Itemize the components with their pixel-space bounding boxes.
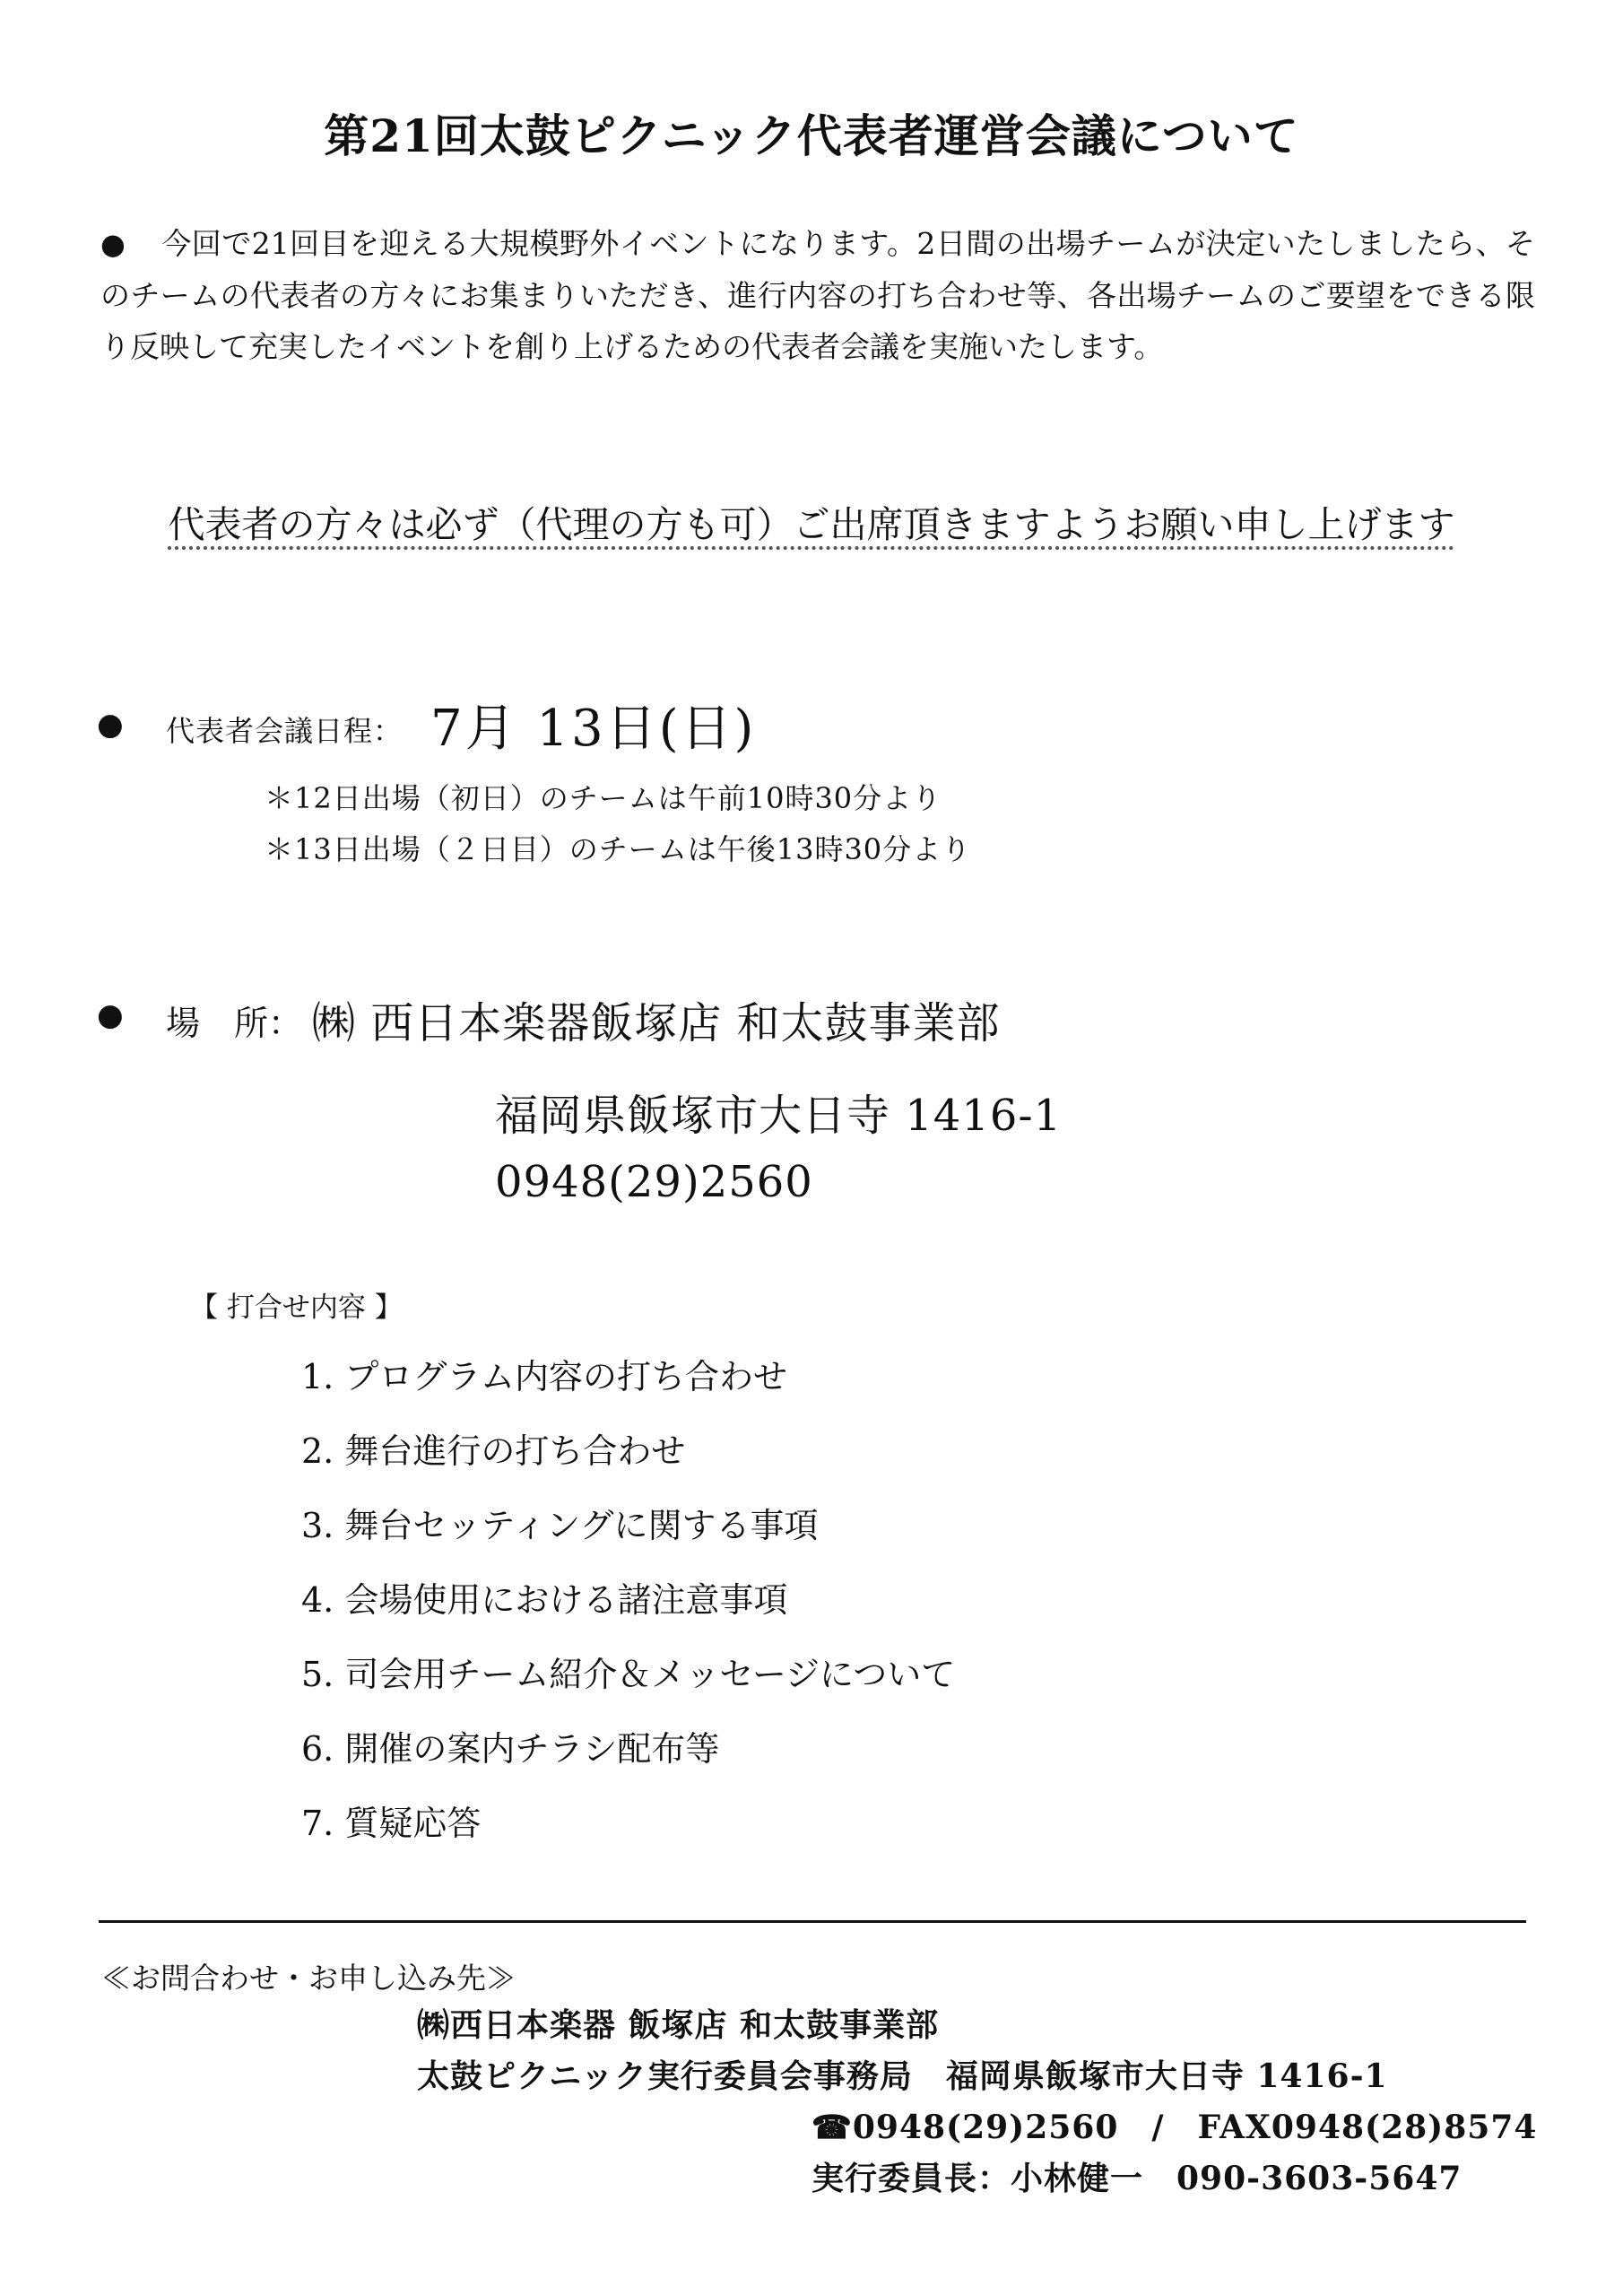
attendance-notice bbox=[0, 495, 1623, 548]
page-title: 第21回太鼓ピクニック代表者運営会議について bbox=[324, 109, 1299, 162]
venue-bullet: ● bbox=[97, 997, 124, 1033]
contact-heading: ≪お問合わせ・お申し込み先≫ bbox=[101, 1961, 516, 1996]
schedule-date: 7月 13日(日) bbox=[430, 700, 757, 758]
agenda-title: 【 打合せ内容 】 bbox=[190, 1292, 403, 1324]
schedule-note-day1: ＊12日出場（初日）のチームは午前10時30分より bbox=[265, 781, 942, 815]
contact-phone-fax: ☎0948(29)2560 / FAX0948(28)8574 bbox=[812, 2109, 1538, 2146]
schedule-label: 代表者会議日程： bbox=[166, 714, 404, 748]
venue-address: 福岡県飯塚市大日寺 1416-1 bbox=[495, 1091, 1063, 1141]
agenda-item: 3. 舞台セッティングに関する事項 bbox=[301, 1506, 819, 1545]
agenda-list bbox=[301, 1354, 955, 1875]
agenda-item: 2. 舞台進行の打ち合わせ bbox=[301, 1431, 686, 1471]
agenda-item: 1. プログラム内容の打ち合わせ bbox=[301, 1357, 787, 1396]
venue-name: ㈱ 西日本楽器飯塚店 和太鼓事業部 bbox=[312, 998, 1001, 1048]
contact-chair: 実行委員長：小林健一 090-3603-5647 bbox=[812, 2160, 1462, 2197]
intro-text: 今回で21回目を迎える大規模野外イベントになります。2日間の出場チームが決定いたしましたら、そのチームの代表者の方々にお集まりいただき、進行内容の打ち合わせ等、各出場チームのご要望をできる限り反映して充実したイベントを創り上げるための代表者会議を実施いたします。 bbox=[100, 226, 1535, 364]
venue-label: 場 所： bbox=[166, 1004, 303, 1043]
schedule-note-day2: ＊13日出場（２日目）のチームは午後13時30分より bbox=[265, 832, 972, 866]
agenda-item: 6. 開催の案内チラシ配布等 bbox=[301, 1729, 720, 1769]
intro-paragraph bbox=[100, 218, 1535, 372]
schedule-bullet: ● bbox=[97, 707, 124, 743]
venue-phone: 0948(29)2560 bbox=[495, 1157, 813, 1207]
attendance-notice-text: 代表者の方々は必ず（代理の方も可）ご出席頂きますようお願い申し上げます bbox=[168, 503, 1455, 546]
agenda-item: 4. 会場使用における諸注意事項 bbox=[301, 1580, 788, 1620]
intro-bullet: ● bbox=[100, 227, 126, 261]
footer-divider bbox=[99, 1920, 1526, 1923]
contact-company: ㈱西日本楽器 飯塚店 和太鼓事業部 bbox=[417, 2006, 940, 2044]
contact-office: 太鼓ピクニック実行委員会事務局 福岡県飯塚市大日寺 1416-1 bbox=[417, 2057, 1388, 2095]
agenda-item: 5. 司会用チーム紹介＆メッセージについて bbox=[301, 1655, 956, 1694]
agenda-item: 7. 質疑応答 bbox=[301, 1804, 482, 1843]
